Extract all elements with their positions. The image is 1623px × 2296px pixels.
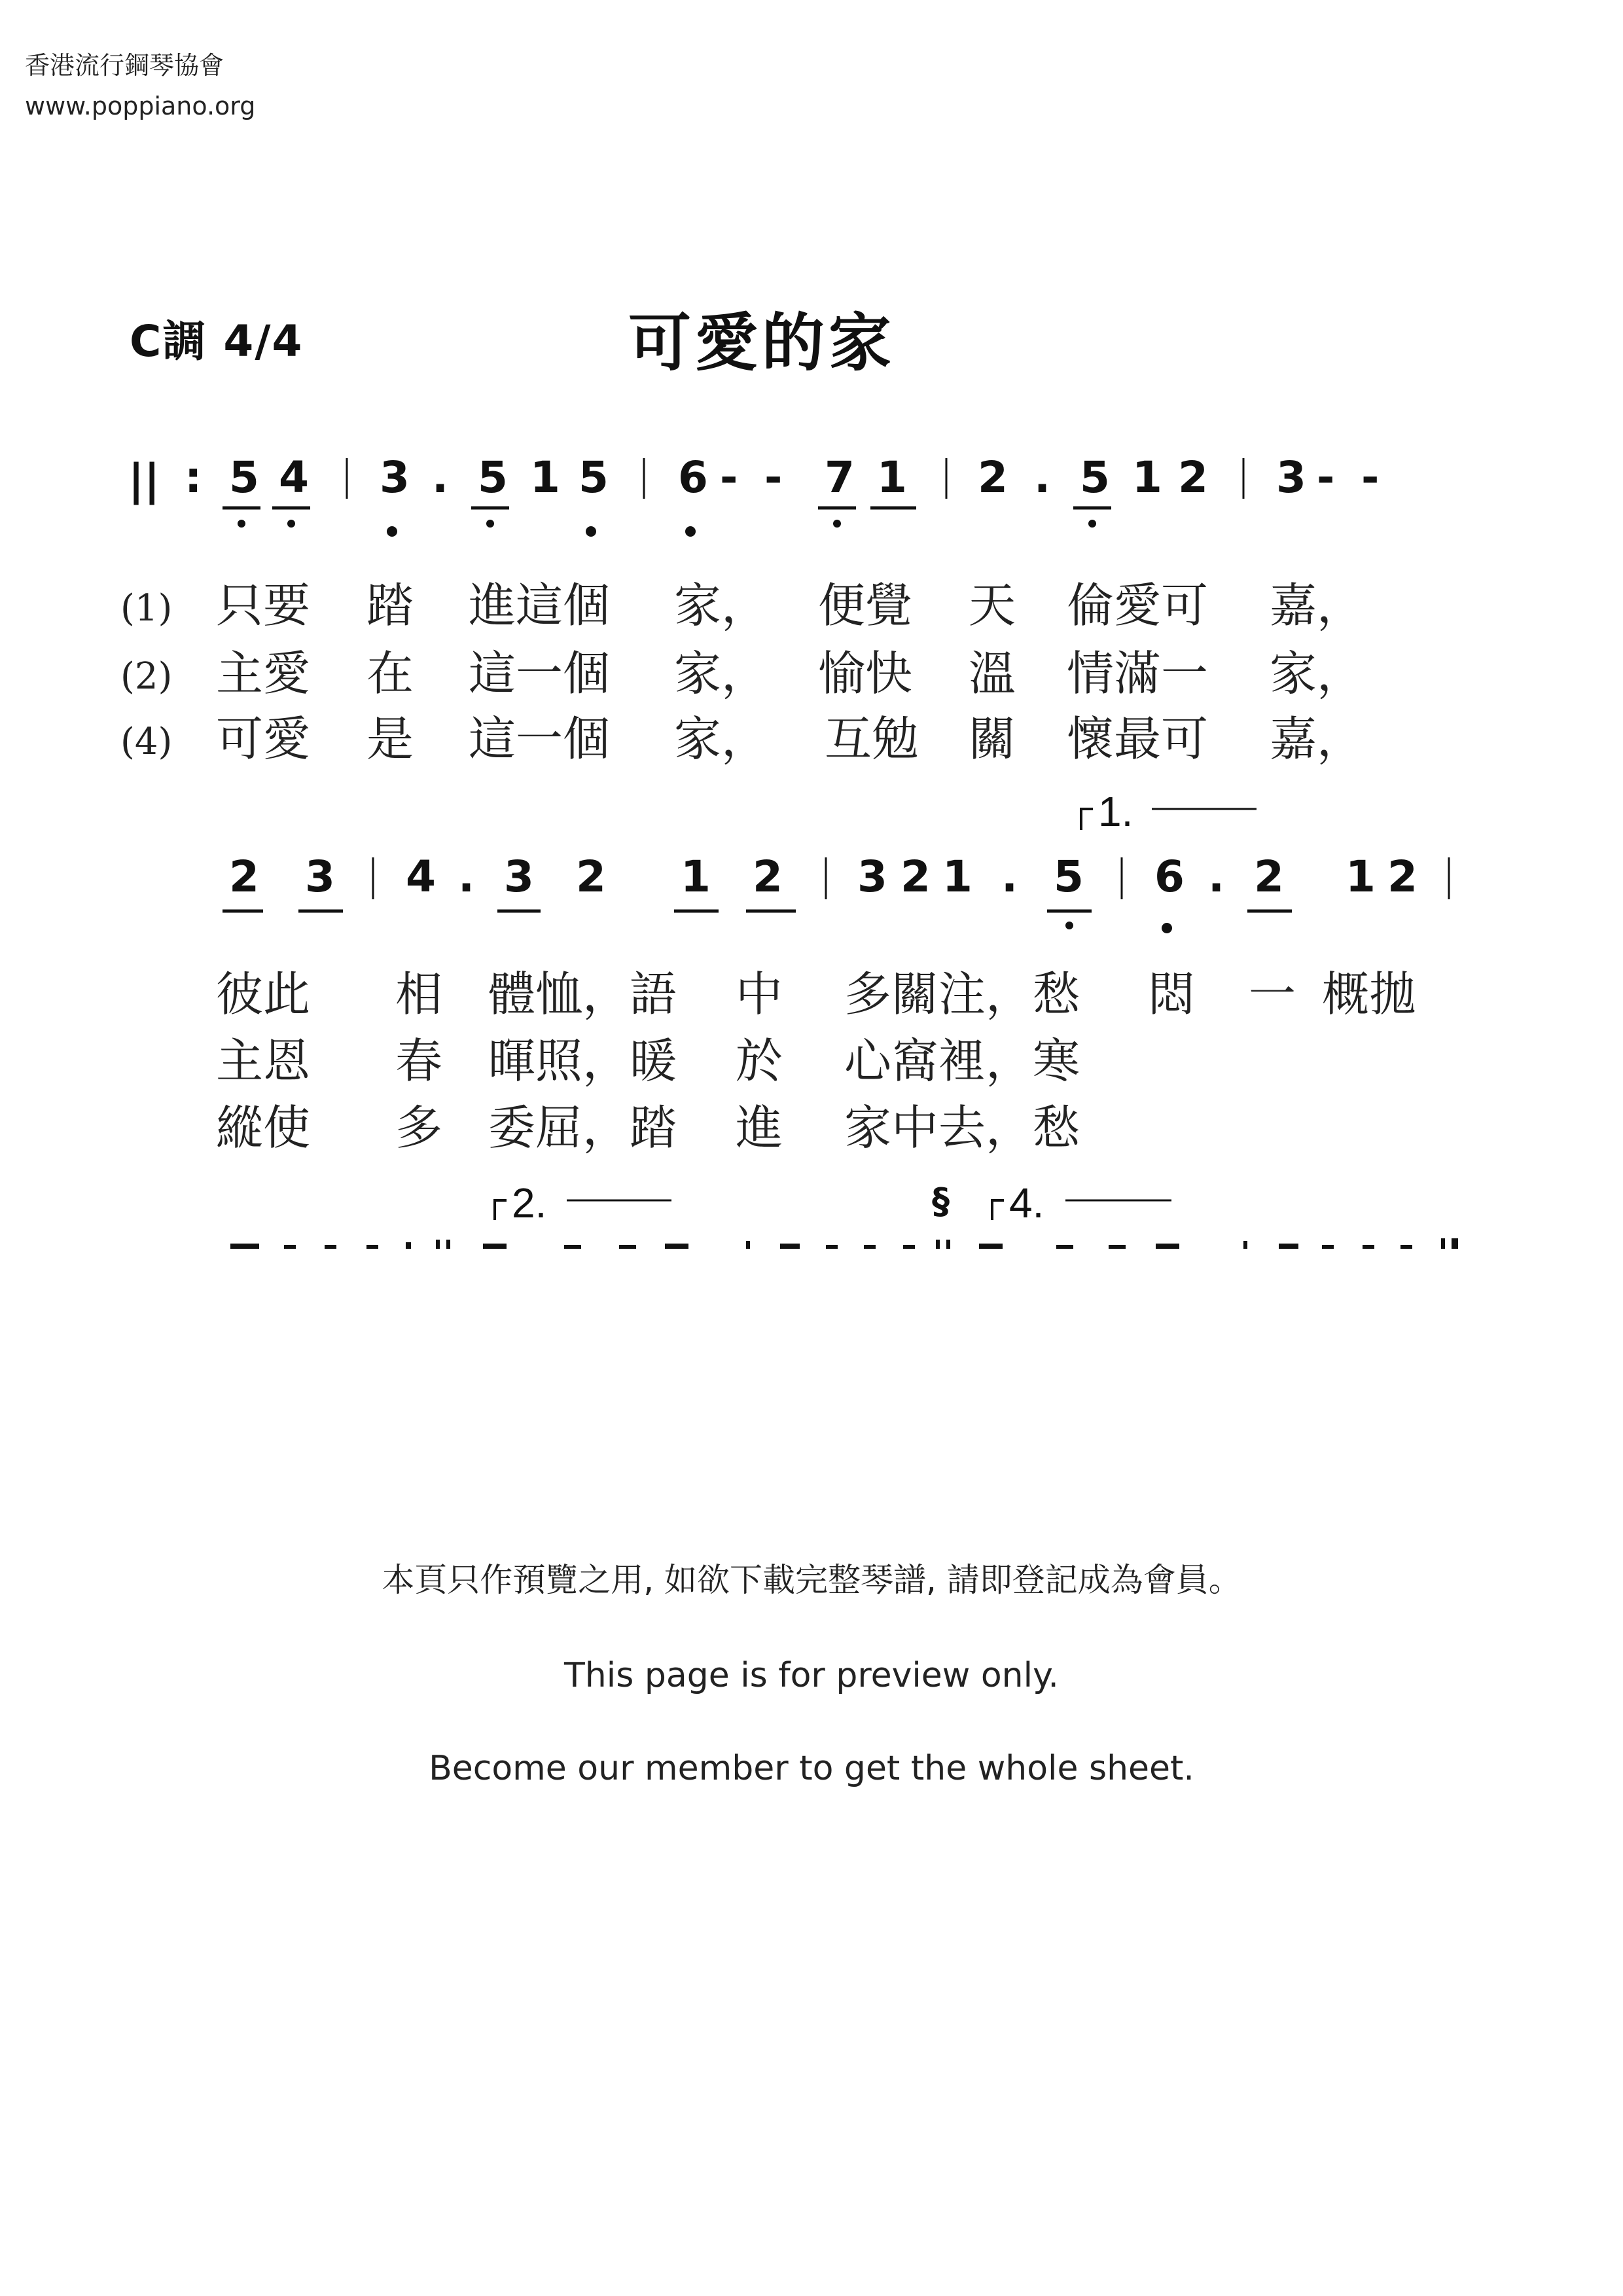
dot-duration: . [1034,452,1051,503]
lyric: 天 [969,578,1016,633]
lyric: 踏 [366,578,414,633]
note: 2 [576,852,606,902]
note: 6 [1154,852,1185,902]
lyric: 互勉 [825,711,919,766]
note: 5 [1054,852,1084,902]
note: 6 [678,452,708,503]
lyric: 在 [366,646,414,701]
volta-bracket [495,1200,507,1220]
low-octave-dot [833,520,841,528]
dot-duration: . [458,852,475,902]
lyric: 情滿一 [1067,646,1209,701]
lyric: 中 [736,967,783,1022]
lyric: 多 [395,1100,443,1155]
low-octave-dot [1088,520,1096,528]
song-title: 可愛的家 [628,306,895,380]
lyric: 悶 [1148,967,1196,1022]
lyric: 家， [1270,646,1364,701]
volta-bracket [1081,809,1093,830]
verse-number: (2) [120,655,173,698]
lyric: 進 [736,1100,783,1155]
note: 2 [1254,852,1284,902]
lyric: 關 [969,711,1016,766]
lyric: 相 [395,967,443,1022]
lyric: 縱使 [216,1100,311,1155]
note: 2 [901,852,931,902]
repeat-colon: : [185,452,202,503]
volta-bracket [992,1200,1004,1220]
low-octave-dot [685,526,696,537]
volta-4-label: 4. [1009,1179,1044,1227]
note: 2 [1178,452,1208,503]
preview-notice-chinese: 本頁只作預覽之用, 如欲下載完整琴譜, 請即登記成為會員。 [382,1561,1241,1599]
lyric: 進這個 [469,578,611,633]
segno-sign: § [932,1181,950,1222]
note: 5 [478,452,508,503]
lyric: 家， [674,711,769,766]
lyric: 溫 [969,646,1016,701]
site-name: 香港流行鋼琴協會 [25,51,224,80]
lyric: 這一個 [469,711,611,766]
note: 3 [857,852,887,902]
lyric: 家， [674,578,769,633]
lyric: 倫愛可 [1067,578,1209,633]
lyric: 懷最可 [1067,711,1209,766]
low-octave-dot [1065,922,1073,929]
note: 4 [279,452,309,503]
lyric: 彼此 [216,967,311,1022]
score-row-3-partial [230,1179,1458,1249]
volta-1-label: 1. [1098,788,1133,835]
score-row-2 [223,788,1449,933]
dash: - [1317,452,1335,503]
preview-notice-english: This page is for preview only. [564,1656,1059,1695]
note: 1 [877,452,907,503]
note: 5 [229,452,259,503]
note: 3 [504,852,534,902]
note: 5 [579,452,609,503]
note: 1 [1132,452,1162,503]
lyric: 多關注，愁 [844,967,1080,1022]
note: 1 [681,852,711,902]
note: 1 [942,852,972,902]
key-and-time-signature: C調 4/4 [130,316,304,367]
lyrics-block-a [120,578,1364,766]
cropped-row-fragments [230,1238,1458,1249]
lyric: 一 [1249,967,1296,1022]
lyric: 心窩裡，寒 [844,1033,1080,1088]
verse-number: (4) [120,721,173,763]
dash: - [720,452,738,503]
lyric: 於 [736,1033,783,1088]
lyric: 暉照，暖 [488,1033,677,1088]
dash: - [1361,452,1380,503]
dash: - [764,452,783,503]
site-url[interactable]: www.poppiano.org [25,92,256,120]
lyric: 主愛 [216,646,311,701]
note: 5 [1080,452,1110,503]
low-octave-dot [387,526,397,537]
volta-2-label: 2. [512,1179,547,1227]
dot-duration: . [1208,852,1225,902]
low-octave-dot [1162,923,1172,933]
lyric: 春 [395,1033,443,1088]
note: 2 [753,852,783,902]
lyric: 嘉， [1270,578,1364,633]
lyric: 體恤，語 [488,967,677,1022]
note: 1 [1346,852,1376,902]
verse-number: (1) [120,587,173,630]
lyric: 只要 [216,578,311,633]
lyric: 家， [674,646,769,701]
lyric: 是 [366,711,414,766]
dot-duration: . [432,452,449,503]
lyric: 委屈，踏 [488,1100,677,1155]
note: 3 [305,852,335,902]
lyric: 主恩 [216,1033,311,1088]
note: 2 [229,852,259,902]
repeat-start-sign: || [128,455,160,505]
dot-duration: . [1001,852,1018,902]
lyrics-block-b [216,967,1416,1155]
note: 2 [1387,852,1418,902]
membership-notice-english: Become our member to get the whole sheet. [429,1749,1194,1788]
score-row-1 [128,452,1379,537]
note: 1 [530,452,560,503]
low-octave-dot [238,520,245,528]
note: 2 [978,452,1008,503]
lyric: 嘉， [1270,711,1364,766]
lyric: 這一個 [469,646,611,701]
note: 3 [380,452,410,503]
low-octave-dot [486,520,494,528]
lyric: 可愛 [216,711,311,766]
note: 4 [406,852,436,902]
lyric: 家中去，愁 [844,1100,1080,1155]
note: 3 [1276,452,1306,503]
lyric: 便覺 [818,578,913,633]
lyric: 愉快 [818,646,913,701]
low-octave-dot [287,520,295,528]
note: 7 [825,452,855,503]
low-octave-dot [586,526,596,537]
lyric: 概拋 [1322,967,1417,1022]
